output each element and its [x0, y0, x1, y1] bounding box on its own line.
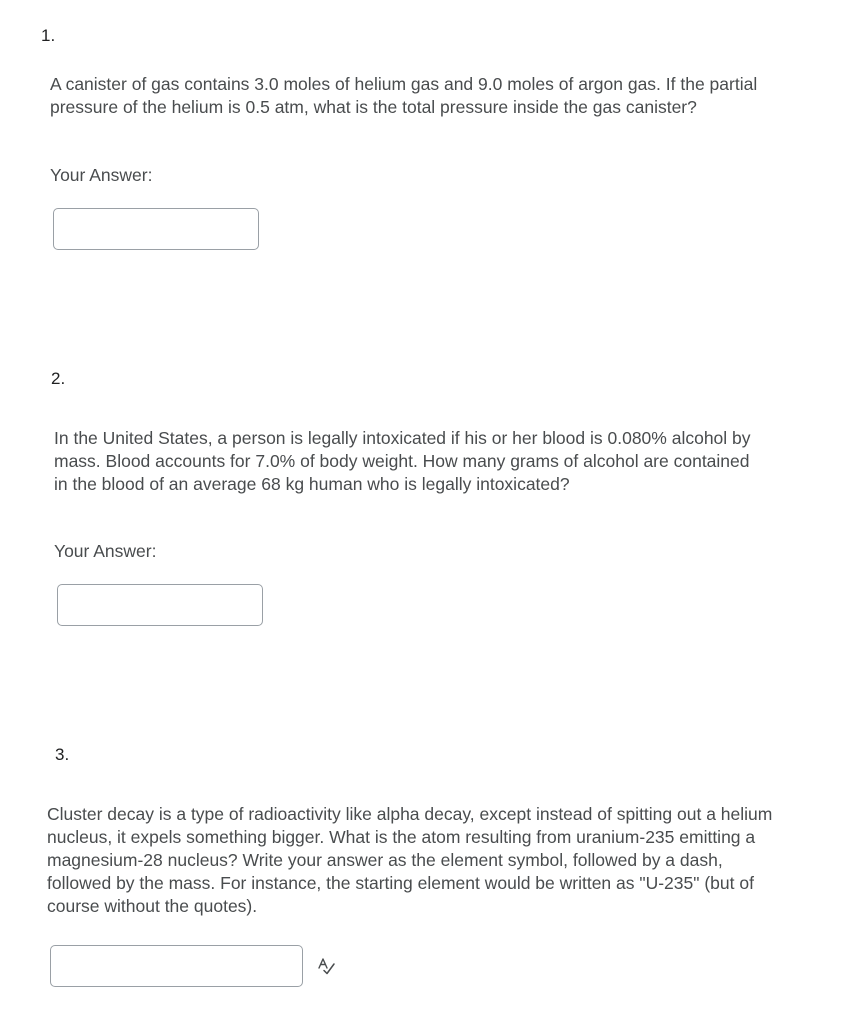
question-3-answer-input[interactable]	[50, 945, 303, 987]
question-2-text: In the United States, a person is legally intoxicated if his or her blood is 0.080% alcohol by mass. Blood accounts for 7.0% of body weight. How many grams of alcohol are contained in the blood of an average 68 kg human who is legally intoxicated?	[54, 428, 751, 494]
question-1-answer-input[interactable]	[53, 208, 259, 250]
question-1-answer-label: Your Answer:	[50, 165, 153, 185]
spellcheck-icon[interactable]	[315, 955, 337, 977]
question-3-text: Cluster decay is a type of radioactivity like alpha decay, except instead of spitting out a helium nucleus, it expels something bigger. What is the atom resulting from uranium-235 emitting a magnesium-28 nucleus? Write your answer as the element symbol, followed by a dash, followed by the mass. For instance, the starting element would be written as "U-235" (but of course without the quotes).	[47, 804, 773, 916]
question-1-number: 1.	[41, 26, 56, 45]
spellcheck-icon-glyph	[316, 956, 336, 976]
question-2-answer-label: Your Answer:	[54, 541, 157, 561]
question-2-number: 2.	[51, 369, 66, 388]
question-1-text: A canister of gas contains 3.0 moles of helium gas and 9.0 moles of argon gas. If the partial pressure of the helium is 0.5 atm, what is the total pressure inside the gas canister?	[50, 74, 758, 117]
question-3-number: 3.	[55, 745, 70, 764]
question-2-answer-input[interactable]	[57, 584, 263, 626]
